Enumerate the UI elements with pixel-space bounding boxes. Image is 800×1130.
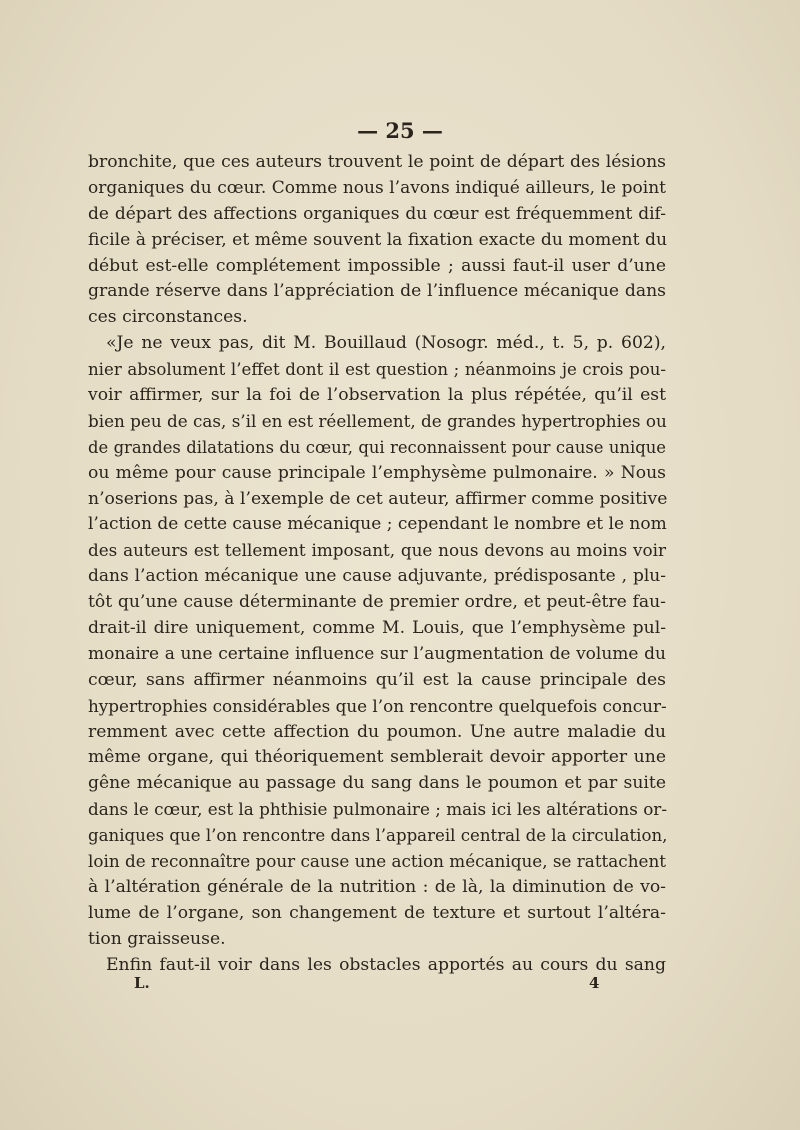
sheet-number: 4	[589, 974, 600, 992]
text-line: ou même pour cause principale l’emphysème pulmonaire. » Nous	[88, 462, 666, 483]
text-line: début est-elle complétement impossible ; aussi faut-il user d’une	[88, 255, 666, 276]
text-line: de départ des affections organiques du cœur est fréquemment dif-	[88, 203, 666, 224]
text-line: même organe, qui théoriquement semblerait devoir apporter une	[88, 747, 666, 768]
text-line: tôt qu’une cause déterminante de premier ordre, et peut-être fau-	[88, 592, 666, 613]
text-line: de grandes dilatations du cœur, qui reconnaissent pour cause unique	[88, 437, 666, 457]
body-text	[88, 150, 666, 979]
page-footer	[0, 974, 800, 998]
text-line: «Je ne veux pas, dit M. Bouillaud (Nosogr. méd., t. 5, p. 602),	[106, 333, 666, 354]
text-line: gêne mécanique au passage du sang dans le poumon et par suite	[88, 773, 666, 794]
text-line: hypertrophies considérables que l’on rencontre quelquefois concur-	[88, 695, 667, 716]
text-line: cœur, sans affirmer néanmoins qu’il est la cause principale des	[88, 669, 666, 690]
text-line: des auteurs est tellement imposant, que nous devons au moins voir	[88, 540, 666, 561]
text-line: loin de reconnaître pour cause une action mécanique, se rattachent	[88, 851, 666, 872]
text-line: dans le cœur, est la phthisie pulmonaire ; mais ici les altérations or-	[88, 799, 667, 820]
text-line: nier absolument l’effet dont il est question ; néanmoins je crois pou-	[88, 360, 666, 380]
text-line: ganiques que l’on rencontre dans l’appareil central de la circulation,	[88, 826, 668, 846]
signature-mark: L.	[134, 974, 150, 992]
text-line: organiques du cœur. Comme nous l’avons indiqué ailleurs, le point	[88, 177, 666, 198]
text-line: Enfin faut-il voir dans les obstacles apportés au cours du sang	[106, 954, 666, 975]
text-line: drait-il dire uniquement, comme M. Louis, que l’emphysème pul-	[88, 618, 666, 639]
text-line: tion graisseuse.	[88, 928, 226, 949]
text-line: bronchite, que ces auteurs trouvent le point de départ des lésions	[88, 152, 666, 172]
text-line: à l’altération générale de la nutrition : de là, la diminution de vo-	[88, 876, 666, 897]
text-line: remment avec cette affection du poumon. Une autre maladie du	[88, 721, 666, 742]
text-line: monaire a une certaine influence sur l’augmentation de volume du	[88, 643, 666, 664]
page-number: — 25 —	[357, 118, 443, 143]
text-line: grande réserve dans l’appréciation de l’influence mécanique dans	[88, 281, 666, 302]
text-line: voir affirmer, sur la foi de l’observation la plus répétée, qu’il est	[88, 385, 666, 406]
text-line: l’action de cette cause mécanique ; cependant le nombre et le nom	[88, 514, 667, 535]
text-line: dans l’action mécanique une cause adjuvante, prédisposante , plu-	[88, 566, 666, 587]
text-line: bien peu de cas, s’il en est réellement, de grandes hypertrophies ou	[88, 410, 667, 431]
text-line: ficile à préciser, et même souvent la fixation exacte du moment du	[88, 229, 668, 250]
text-line: lume de l’organe, son changement de texture et surtout l’altéra-	[88, 902, 666, 923]
text-line: n’oserions pas, à l’exemple de cet auteur, affirmer comme positive	[88, 488, 668, 509]
text-line: ces circonstances.	[88, 307, 248, 328]
